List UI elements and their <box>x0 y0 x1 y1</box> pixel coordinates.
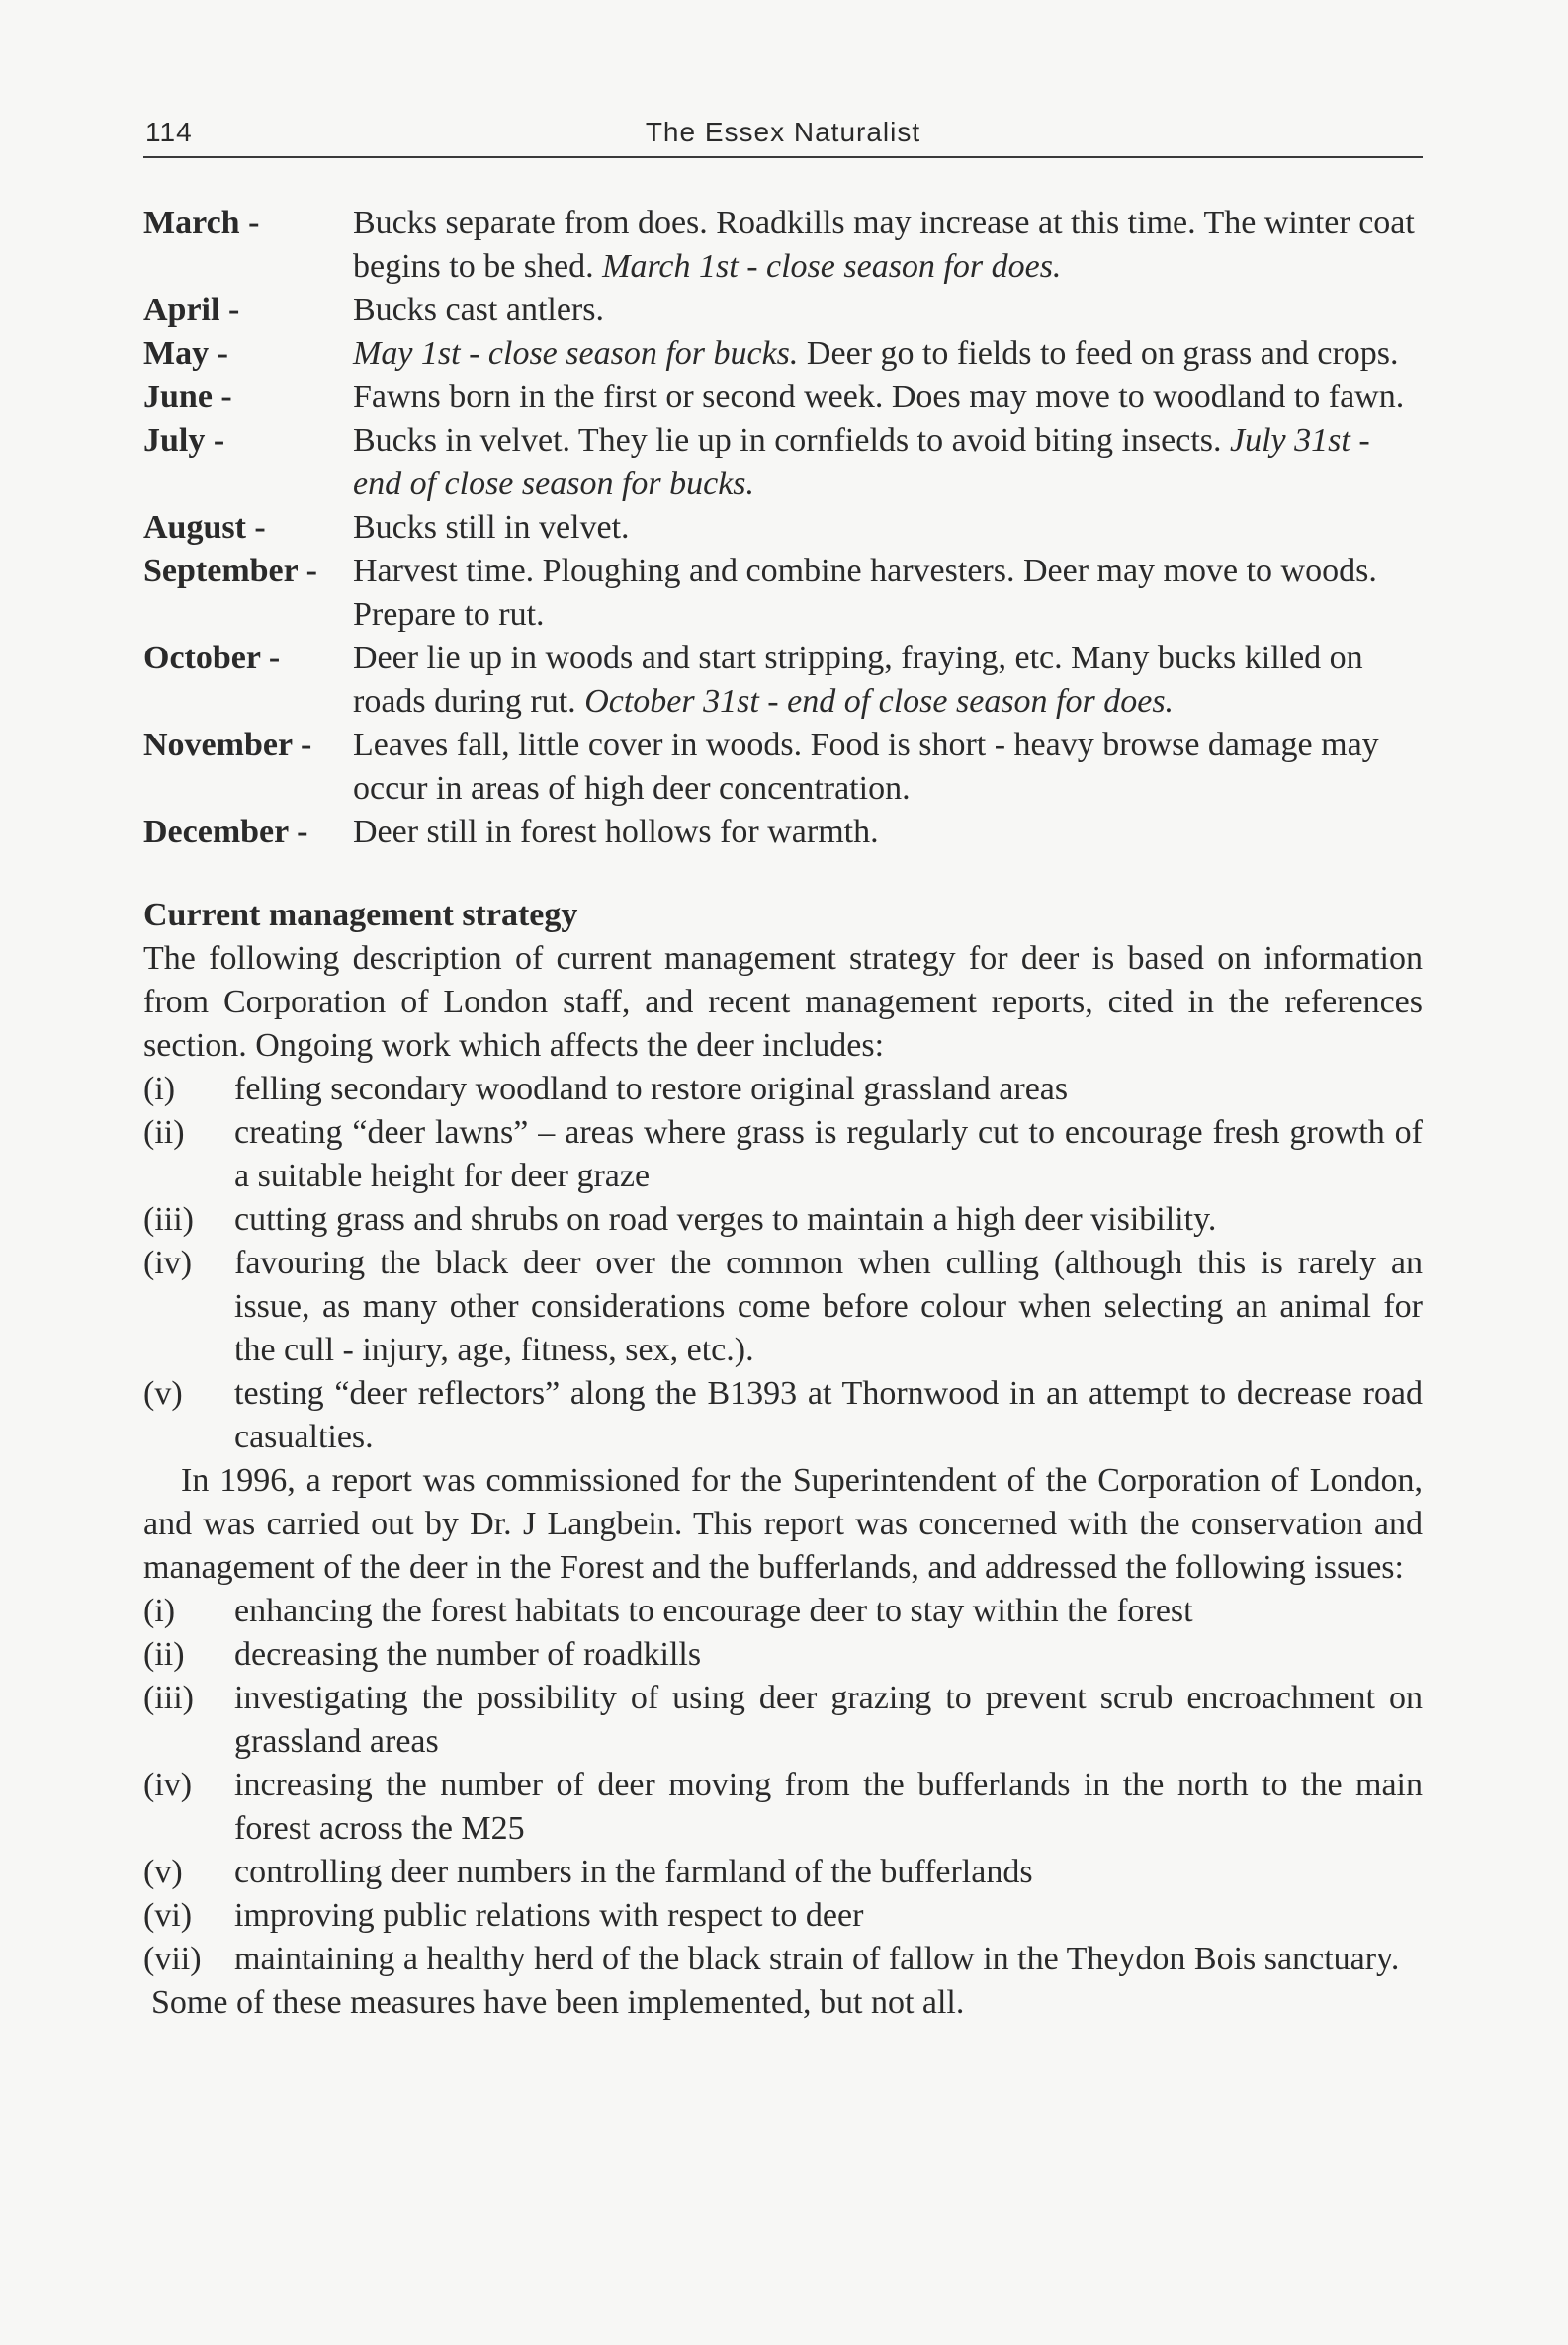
calendar-text: Harvest time. Ploughing and combine harvesters. Deer may move to woods. Prepare to rut. <box>353 553 1377 633</box>
closing-paragraph: Some of these measures have been implemented, but not all. <box>151 1984 965 2021</box>
calendar-month: August - <box>143 509 266 546</box>
list-number: (i) <box>143 1071 176 1107</box>
calendar-text: May 1st - close season for bucks. Deer go to fields to feed on grass and crops. <box>353 335 1399 372</box>
calendar-month: May - <box>143 335 228 372</box>
calendar-month: October - <box>143 640 281 676</box>
calendar-row <box>143 289 1423 332</box>
ongoing-work-list <box>143 1068 1423 1459</box>
calendar-text: Bucks still in velvet. <box>353 509 630 546</box>
document-page <box>143 111 1423 2025</box>
list-text: investigating the possibility of using deer grazing to prevent scrub encroachment on grassland areas <box>234 1680 1423 1760</box>
list-number: (i) <box>143 1593 176 1629</box>
list-number: (iii) <box>143 1201 194 1238</box>
list-item <box>143 1633 1423 1677</box>
list-number: (vii) <box>143 1941 202 1977</box>
deer-calendar <box>143 202 1423 854</box>
list-text: cutting grass and shrubs on road verges to maintain a high deer visibility. <box>234 1201 1217 1238</box>
list-text: controlling deer numbers in the farmland of the bufferlands <box>234 1854 1033 1890</box>
list-item <box>143 1677 1423 1764</box>
list-item <box>143 1894 1423 1938</box>
list-number: (iv) <box>143 1767 193 1803</box>
calendar-month: September - <box>143 553 317 589</box>
list-number: (ii) <box>143 1636 185 1673</box>
page-number: 114 <box>145 117 193 147</box>
list-item <box>143 1111 1423 1198</box>
list-text: favouring the black deer over the common when culling (although this is rarely an issue, as many other considerations come before colour when selecting an animal for the cull - injury, age, fitness, sex, etc.). <box>234 1245 1423 1368</box>
list-number: (vi) <box>143 1897 193 1934</box>
report-issues-list <box>143 1590 1423 1981</box>
calendar-row <box>143 724 1423 811</box>
calendar-row <box>143 419 1423 506</box>
calendar-text: Leaves fall, little cover in woods. Food is short - heavy browse damage may occur in areas of high deer concentration. <box>353 727 1379 807</box>
list-text: creating “deer lawns” – areas where grass is regularly cut to encourage fresh growth of a suitable height for deer graze <box>234 1114 1423 1194</box>
list-text: increasing the number of deer moving from the bufferlands in the north to the main forest across the M25 <box>234 1767 1423 1847</box>
list-text: testing “deer reflectors” along the B1393 at Thornwood in an attempt to decrease road casualties. <box>234 1375 1423 1455</box>
list-item <box>143 1242 1423 1372</box>
list-number: (iv) <box>143 1245 193 1281</box>
list-item <box>143 1851 1423 1894</box>
calendar-month: July - <box>143 422 225 459</box>
calendar-text: Fawns born in the first or second week. Does may move to woodland to fawn. <box>353 379 1405 415</box>
list-item <box>143 1372 1423 1459</box>
calendar-row <box>143 202 1423 289</box>
page-header <box>143 111 1423 158</box>
management-section <box>143 894 1423 2025</box>
list-item <box>143 1764 1423 1851</box>
calendar-text: Bucks separate from does. Roadkills may increase at this time. The winter coat begins to be shed. March 1st - close season for does. <box>353 205 1415 285</box>
calendar-month: November - <box>143 727 312 763</box>
calendar-row <box>143 376 1423 419</box>
list-number: (ii) <box>143 1114 185 1151</box>
calendar-text: Bucks in velvet. They lie up in cornfields to avoid biting insects. July 31st - end of close season for bucks. <box>353 422 1370 502</box>
list-number: (v) <box>143 1854 183 1890</box>
calendar-month: April - <box>143 292 240 328</box>
list-text: improving public relations with respect to deer <box>234 1897 864 1934</box>
list-item <box>143 1068 1423 1111</box>
intro-paragraph: The following description of current management strategy for deer is based on information from Corporation of London staff, and recent management reports, cited in the references section. Ongoing work which affects the deer includes: <box>143 940 1423 1064</box>
calendar-row <box>143 332 1423 376</box>
calendar-text: Deer lie up in woods and start stripping, fraying, etc. Many bucks killed on roads during rut. October 31st - end of close season for does. <box>353 640 1363 720</box>
list-item <box>143 1198 1423 1242</box>
calendar-row <box>143 637 1423 724</box>
list-item <box>143 1938 1423 1981</box>
report-paragraph: In 1996, a report was commissioned for the Superintendent of the Corporation of London, and was carried out by Dr. J Langbein. This report was concerned with the conservation and management of the deer in the Forest and the bufferlands, and addressed the following issues: <box>143 1462 1423 1586</box>
calendar-row <box>143 811 1423 854</box>
calendar-text: Bucks cast antlers. <box>353 292 604 328</box>
section-heading: Current management strategy <box>143 897 578 933</box>
list-item <box>143 1590 1423 1633</box>
calendar-month: March - <box>143 205 260 241</box>
calendar-month: June - <box>143 379 232 415</box>
list-text: decreasing the number of roadkills <box>234 1636 702 1673</box>
calendar-row <box>143 550 1423 637</box>
list-text: maintaining a healthy herd of the black strain of fallow in the Theydon Bois sanctuary. <box>234 1941 1400 1977</box>
calendar-row <box>143 506 1423 550</box>
calendar-month: December - <box>143 814 308 850</box>
list-number: (iii) <box>143 1680 194 1716</box>
calendar-text: Deer still in forest hollows for warmth. <box>353 814 879 850</box>
running-title: The Essex Naturalist <box>645 117 921 147</box>
list-text: enhancing the forest habitats to encourage deer to stay within the forest <box>234 1593 1193 1629</box>
list-number: (v) <box>143 1375 183 1412</box>
list-text: felling secondary woodland to restore original grassland areas <box>234 1071 1069 1107</box>
